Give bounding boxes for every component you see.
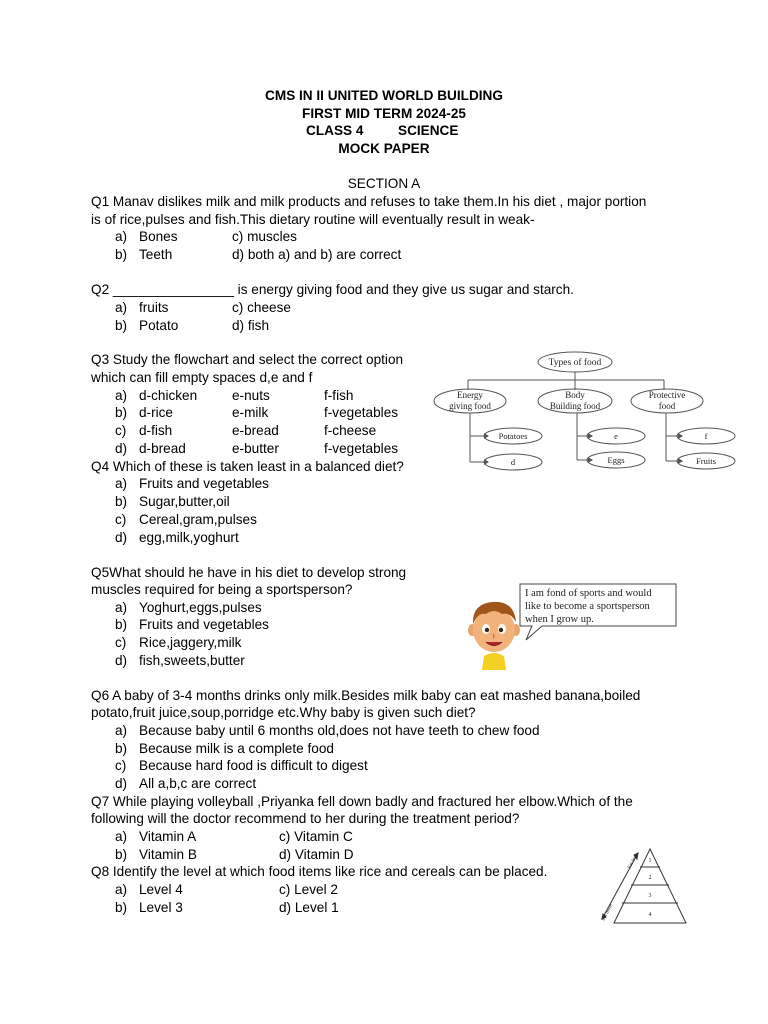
option-text: f-vegetables [324,405,399,420]
option-text: Rice,jaggery,milk [139,635,242,650]
q5-text-line2: muscles required for being a sportsperson? [91,582,353,597]
sportsperson-illustration [462,578,682,670]
flow-label-potatoes: Potatoes [498,431,528,441]
option-marker: c) [115,635,127,650]
flow-label-energy-2: giving food [449,401,491,411]
option-text: e-butter [232,441,279,456]
option-marker: a) [115,600,128,615]
food-pyramid [590,845,695,927]
paper-title: MOCK PAPER [338,141,430,156]
class-label: CLASS 4 [306,123,364,138]
pyramid-level-1: 1 [648,858,652,864]
option-marker: d) [115,776,128,791]
option-marker: c) [115,423,127,438]
option-text: Because milk is a complete food [139,741,334,756]
flow-label-root: Types of food [548,358,602,368]
pyramid-eat-less: Eat less [627,853,640,870]
option-text: e-bread [232,423,279,438]
option-text: Yoghurt,eggs,pulses [139,600,262,615]
bubble-text-line1: I am fond of sports and would [525,588,652,599]
option-text: d-rice [139,405,173,420]
option-text: c) muscles [232,229,297,244]
flow-label-protective-2: food [658,401,676,411]
flow-label-body-2: Building food [549,401,601,411]
option-marker: b) [115,405,128,420]
option-text: Level 3 [139,900,183,915]
option-text: fruits [139,300,169,315]
option-text: egg,milk,yoghurt [139,530,239,545]
option-marker: d) [115,441,128,456]
boy-figure [468,602,520,670]
flow-label-eggs: Eggs [607,455,625,465]
q2-text [91,281,574,299]
flow-label-f: f [704,431,708,441]
option-text: d) both a) and b) are correct [232,247,402,262]
option-text: Level 4 [139,882,183,897]
flow-label-d: d [510,457,516,467]
option-marker: b) [115,247,128,262]
option-text: Fruits and vegetables [139,617,269,632]
option-text: d) Level 1 [279,900,339,915]
flow-label-energy-1: Energy [457,390,483,400]
option-marker: b) [115,494,128,509]
option-text: f-vegetables [324,441,399,456]
option-marker: a) [115,388,128,403]
option-marker: b) [115,900,128,915]
option-text: Teeth [139,247,173,262]
option-text: Sugar,butter,oil [139,494,230,509]
option-marker: b) [115,741,128,756]
option-text: Cereal,gram,pulses [139,512,257,527]
q6-text-line1: Q6 A baby of 3-4 months drinks only milk.Besides milk baby can eat mashed banana,boiled [91,688,641,703]
option-marker: a) [115,229,128,244]
option-text: Because hard food is difficult to digest [139,758,368,773]
option-marker: b) [115,617,128,632]
q4-text: Q4 Which of these is taken least in a balanced diet? [91,459,404,474]
pyramid-level-3: 3 [648,893,652,899]
option-text: e-milk [232,405,269,420]
option-text: c) Level 2 [279,882,338,897]
option-marker: a) [115,476,128,491]
option-marker: b) [115,847,128,862]
q3-text-line2: which can fill empty spaces d,e and f [91,370,313,385]
option-text: e-nuts [232,388,270,403]
flow-label-body-1: Body [565,390,585,400]
q3-text-line1: Q3 Study the flowchart and select the correct option [91,352,404,367]
option-marker: a) [115,300,128,315]
school-name: CMS IN II UNITED WORLD BUILDING [265,88,503,103]
option-text: f-cheese [324,423,377,438]
option-text: d) fish [232,318,270,333]
option-marker: c) [115,758,127,773]
flow-label-fruits: Fruits [696,456,716,466]
option-text: d) Vitamin D [279,847,354,862]
food-types-flowchart [432,346,738,474]
bubble-text-line3: when I grow up. [525,614,594,625]
option-text: Vitamin A [139,829,197,844]
q2-blank: ________________ [112,282,234,297]
option-text: fish,sweets,butter [139,653,245,668]
option-text: f-fish [324,388,354,403]
q5-text-line1: Q5What should he have in his diet to develop strong [91,565,407,580]
option-text: Potato [139,318,179,333]
q7-text-line2: following will the doctor recommend to her during the treatment period? [91,811,520,826]
option-text: d-fish [139,423,173,438]
q1-text-line2: is of rice,pulses and fish.This dietary routine will eventually result in weak- [91,212,535,227]
option-text: c) Vitamin C [279,829,353,844]
q1-text-line1: Q1 Manav dislikes milk and milk products and refuses to take them.In his diet , major portion [91,194,647,209]
option-marker: c) [115,512,127,527]
option-text: Because baby until 6 months old,does not have teeth to chew food [139,723,540,738]
option-marker: a) [115,829,128,844]
pyramid-level-4: 4 [648,912,652,918]
option-marker: d) [115,653,128,668]
option-text: Vitamin B [139,847,197,862]
pyramid-level-2: 2 [648,875,652,881]
option-text: Bones [139,229,178,244]
bubble-text-line2: like to become a sportsperson [525,601,650,612]
section-title: SECTION A [347,176,421,191]
flow-label-protective-1: Protective [648,390,686,400]
q7-text-line1: Q7 While playing volleyball ,Priyanka fell down badly and fractured her elbow.Which of the [91,794,633,809]
option-marker: b) [115,318,128,333]
term-title: FIRST MID TERM 2024-25 [302,106,466,121]
flow-label-e: e [614,431,618,441]
option-text: Fruits and vegetables [139,476,269,491]
option-text: c) cheese [232,300,291,315]
option-text: d-chicken [139,388,198,403]
q8-text: Q8 Identify the level at which food items like rice and cereals can be placed. [91,864,548,879]
option-marker: a) [115,882,128,897]
option-marker: d) [115,530,128,545]
option-text: All a,b,c are correct [139,776,257,791]
q2-statement: is energy giving food and they give us sugar and starch. [237,282,574,297]
option-text: d-bread [139,441,186,456]
pyramid-eat-more: Eat more [601,903,615,922]
option-marker: a) [115,723,128,738]
subject-label: SCIENCE [398,123,459,138]
q6-text-line2: potato,fruit juice,soup,porridge etc.Why baby is given such diet? [91,705,476,720]
q2-number: Q2 [91,282,110,297]
